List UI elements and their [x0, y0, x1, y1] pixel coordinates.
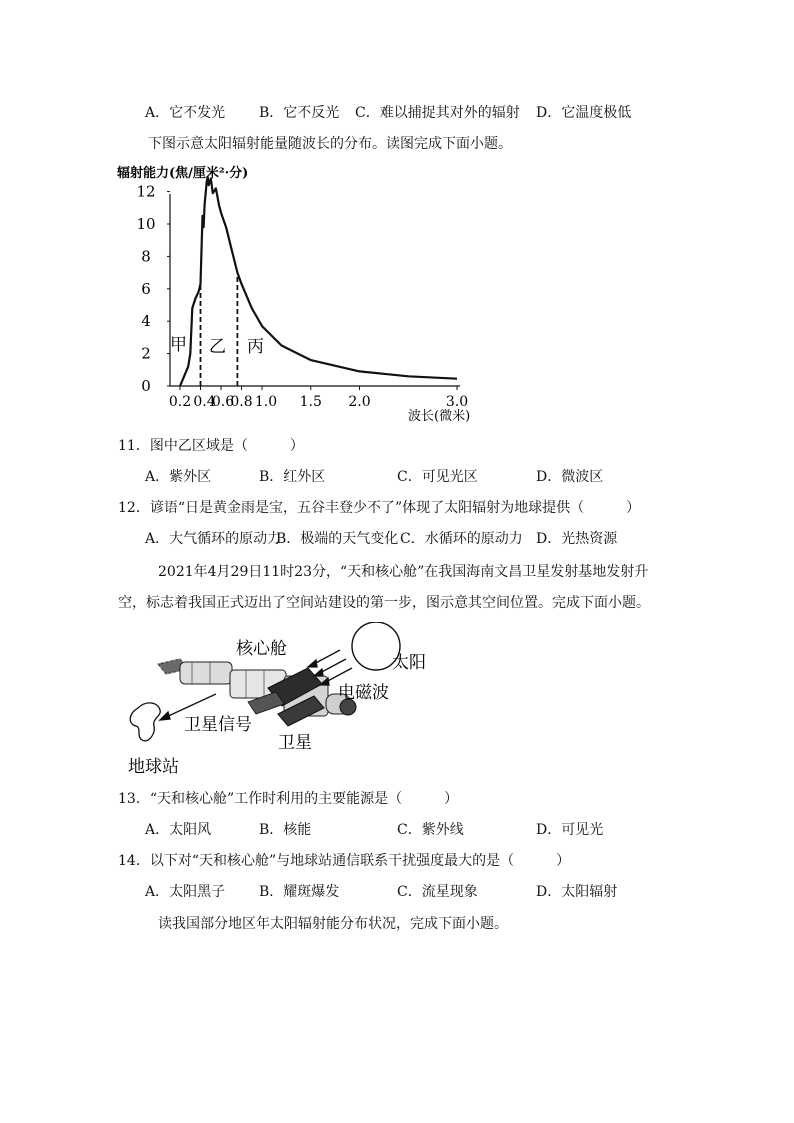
q14-stem: 14．以下对“天和核心舱”与地球站通信联系干扰强度最大的是（ ）: [118, 853, 571, 869]
x-tick-label: 3.0: [445, 394, 469, 410]
y-tick-label: 10: [136, 215, 156, 233]
satellite-signal-label: 卫星信号: [184, 715, 252, 735]
y-tick-label: 12: [136, 182, 156, 201]
q11-stem: 11．图中乙区域是（ ）: [118, 438, 304, 454]
q10-option-a: A．它不发光: [145, 105, 226, 121]
satellite-label: 卫星: [278, 733, 312, 753]
q12-option-a: A．大气循环的原动力: [145, 531, 282, 547]
q11-option-c: C．可见光区: [397, 469, 478, 485]
q12-option-b: B．极端的天气变化: [276, 531, 399, 547]
q12-stem: 12．谚语“日是黄金雨是宝，五谷丰登少不了”体现了太阳辐射为地球提供（ ）: [118, 500, 641, 516]
em-wave-label: 电磁波: [338, 683, 389, 703]
y-axis-label: 辐射能力(焦/厘米²·分): [117, 166, 249, 181]
q14-option-d: D．太阳辐射: [536, 884, 618, 900]
x-tick-label: 0.4: [193, 394, 216, 410]
q12-option-c: C．水循环的原动力: [400, 531, 523, 547]
intro2-line1: 2021年4月29日11时23分，“天和核心舱”在我国海南文昌卫星发射基地发射升: [158, 564, 649, 580]
x-tick-label: 0.2: [168, 394, 192, 410]
x-axis-label: 波长(微米): [408, 409, 471, 424]
q11-option-b: B．红外区: [259, 469, 326, 485]
q13-option-d: D．可见光: [536, 822, 604, 838]
q13-option-a: A．太阳风: [145, 822, 212, 838]
space-station-figure: [118, 622, 438, 777]
region-label-bing: 丙: [247, 337, 264, 357]
sun-label: 太阳: [392, 653, 426, 673]
q10-option-d: D．它温度极低: [536, 105, 632, 121]
y-tick-label: 6: [141, 279, 151, 298]
q14-option-b: B．耀斑爆发: [259, 884, 340, 900]
region-label-yi: 乙: [209, 337, 226, 357]
x-tick-label: 0.8: [230, 394, 253, 410]
y-tick-label: 4: [141, 312, 151, 331]
y-tick-label: 0: [141, 377, 151, 395]
q11-option-d: D．微波区: [536, 469, 604, 485]
x-tick-label: 0.6: [211, 394, 235, 410]
x-tick-label: 2.0: [348, 394, 371, 410]
solar-radiation-chart: [112, 158, 492, 428]
earth-station-icon: [130, 703, 160, 741]
q13-option-b: B．核能: [259, 822, 312, 838]
q10-option-b: B．它不反光: [259, 105, 340, 121]
intro2-line2: 空，标志着我国正式迈出了空间站建设的第一步，图示意其空间位置。完成下面小题。: [118, 595, 650, 611]
q14-option-a: A．太阳黑子: [145, 884, 226, 900]
docking-module: [180, 662, 232, 684]
ground-station-label: 地球站: [128, 757, 179, 777]
y-tick-label: 8: [141, 247, 151, 266]
q11-option-a: A．紫外区: [145, 469, 212, 485]
intro3: 读我国部分地区年太阳辐射能分布状况，完成下面小题。: [158, 916, 508, 932]
q10-option-c: C．难以捕捉其对外的辐射: [355, 105, 520, 121]
chart-intro: 下图示意太阳辐射能量随波长的分布。读图完成下面小题。: [148, 136, 512, 152]
x-tick-label: 1.0: [254, 394, 278, 410]
q12-option-d: D．光热资源: [536, 531, 618, 547]
core-module-label: 核心舱: [236, 639, 287, 659]
region-label-jia: 甲: [170, 335, 187, 355]
y-tick-label: 2: [141, 344, 151, 363]
x-tick-label: 1.5: [299, 394, 322, 410]
q14-option-c: C．流星现象: [397, 884, 478, 900]
q13-option-c: C．紫外线: [397, 822, 464, 838]
q13-stem: 13．“天和核心舱”工作时利用的主要能源是（ ）: [118, 791, 459, 807]
